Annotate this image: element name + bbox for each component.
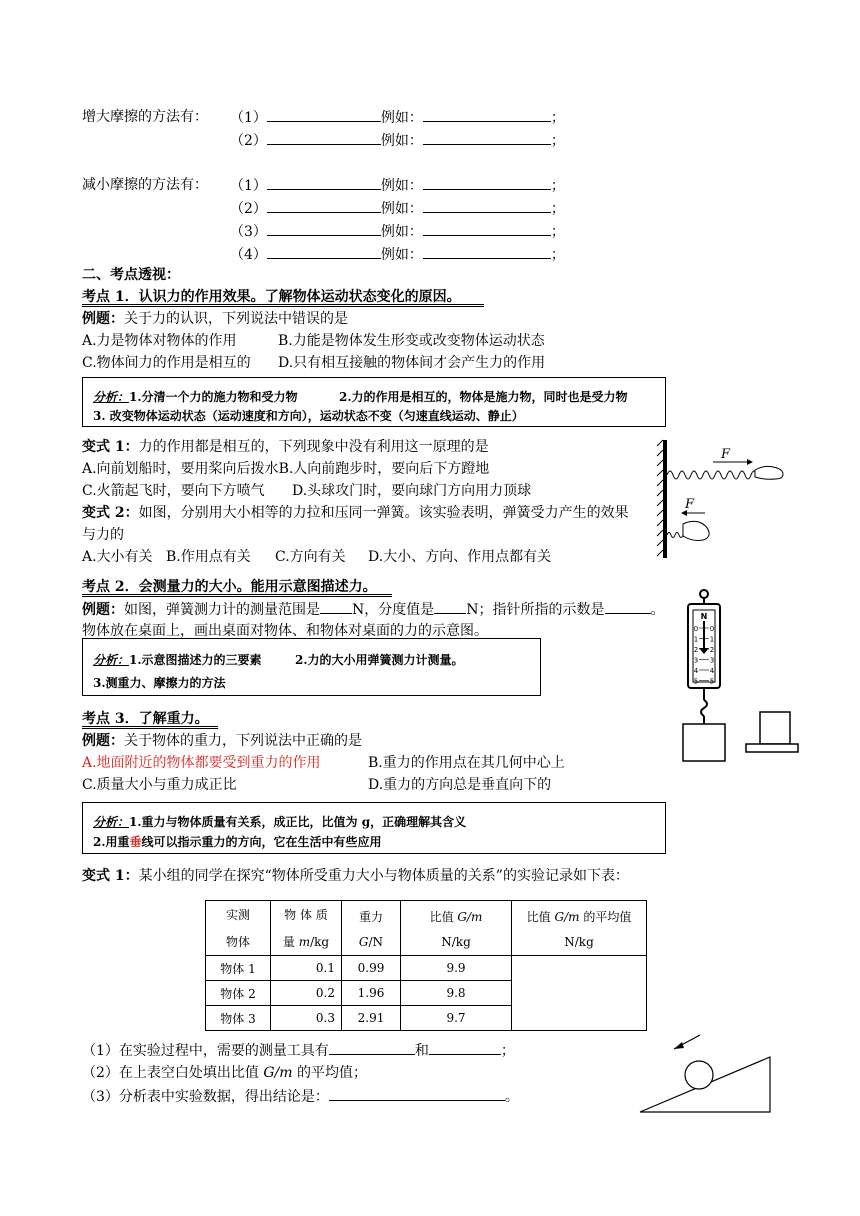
scale-number-left: 4 bbox=[693, 667, 699, 675]
hanging-block bbox=[683, 724, 725, 761]
answer-blank[interactable] bbox=[423, 221, 551, 236]
table-header-ratio: 比值 G/m N/kg bbox=[401, 901, 512, 956]
decrease-friction-row-2: （2） 例如： ； bbox=[230, 198, 565, 219]
k2-analysis-box: 分析：1.示意图描述力的三要素 2.力的大小用弹簧测力计测量。 3.测重力、摩擦力的方法 bbox=[82, 638, 541, 696]
k3-option-c: C.质量大小与重力成正比 bbox=[82, 777, 237, 793]
increase-friction-label: 增大摩擦的方法有： bbox=[82, 109, 208, 125]
answer-blank[interactable] bbox=[329, 1086, 505, 1101]
k1-v1-option-d: D.头球攻门时，要向球门方向用力顶球 bbox=[292, 483, 532, 499]
answer-blank[interactable] bbox=[605, 599, 651, 614]
k1-title: 考点 1．认识力的作用效果。了解物体运动状态变化的原因。 bbox=[82, 289, 461, 305]
k3-option-d: D.重力的方向总是垂直向下的 bbox=[368, 777, 552, 793]
block-on-table-figure bbox=[744, 710, 800, 756]
incline-ball-figure bbox=[638, 1025, 780, 1115]
answer-blank[interactable] bbox=[423, 107, 551, 122]
k3-variant-1: 变式 1：某小组的同学在探究“物体所受重力大小与物体质量的关系”的实验记录如下表： bbox=[82, 868, 629, 884]
answer-blank[interactable] bbox=[423, 175, 551, 190]
answer-blank[interactable] bbox=[434, 599, 466, 614]
average-answer-cell[interactable] bbox=[512, 956, 647, 1031]
answer-blank[interactable] bbox=[320, 599, 352, 614]
k1-option-a: A.力是物体对物体的作用 bbox=[82, 333, 237, 349]
scale-number-right: 5 bbox=[709, 677, 715, 686]
decrease-friction-row-4: （4） 例如： ； bbox=[230, 244, 565, 265]
table-header-object: 实测 物体 bbox=[206, 901, 271, 956]
spring-scale-figure bbox=[680, 588, 732, 763]
k3-title: 考点 3．了解重力。 bbox=[82, 711, 209, 727]
scale-number-left: 3 bbox=[693, 656, 699, 665]
answer-blank[interactable] bbox=[267, 130, 381, 145]
decrease-friction-row-1: （1） 例如： ； bbox=[230, 175, 565, 196]
answer-blank[interactable] bbox=[423, 130, 551, 145]
scale-unit: N bbox=[700, 612, 708, 621]
answer-blank[interactable] bbox=[329, 1040, 415, 1055]
answer-blank[interactable] bbox=[423, 244, 551, 259]
k1-variant-1: 变式 1：力的作用都是相互的，下列现象中没有利用这一原理的是 bbox=[82, 439, 489, 455]
k3-option-b: B.重力的作用点在其几何中心上 bbox=[368, 755, 565, 771]
k3-title-underline bbox=[82, 726, 218, 729]
k2-title: 考点 2．会测量力的大小。能用示意图描述力。 bbox=[82, 579, 377, 595]
scale-number-right: 0 bbox=[709, 625, 715, 633]
answer-blank[interactable] bbox=[267, 175, 381, 190]
k1-example: 例题：关于力的认识，下列说法中错误的是 bbox=[82, 311, 348, 327]
table-header-average: 比值 G/m 的平均值 N/kg bbox=[512, 901, 647, 956]
k1-option-b: B.力能是物体发生形变或改变物体运动状态 bbox=[278, 333, 545, 349]
k1-v2-option-a: A.大小有关 bbox=[82, 549, 153, 565]
answer-blank[interactable] bbox=[423, 198, 551, 213]
force-label-2: F bbox=[685, 497, 695, 512]
k3-example: 例题：关于物体的重力，下列说法中正确的是 bbox=[82, 733, 362, 749]
k3-analysis-box: 分析：1.重力与物体质量有关系，成正比，比值为 g，正确理解其含义 2.用重垂线可以指示重力的方向，它在生活中有些应用 bbox=[82, 802, 666, 854]
k2-example-line2: 物体放在桌面上，画出桌面对物体、和物体对桌面的力的示意图。 bbox=[82, 623, 488, 639]
decrease-friction-label: 减小摩擦的方法有： bbox=[82, 177, 208, 193]
section-title: 二、考点透视： bbox=[82, 267, 180, 283]
k3-question-1: （1）在实验过程中，需要的测量工具有 和 ； bbox=[82, 1040, 515, 1061]
k1-variant-2: 变式 2：如图，分别用大小相等的力拉和压同一弹簧。该实验表明，弹簧受力产生的效果 bbox=[82, 505, 629, 521]
scale-number-left: 0 bbox=[693, 625, 699, 633]
k3-question-2: （2）在上表空白处填出比值 G/m 的平均值； bbox=[82, 1065, 367, 1081]
table-row: 物体 2 0.2 1.96 9.8 bbox=[206, 981, 647, 1006]
answer-blank[interactable] bbox=[267, 107, 381, 122]
increase-friction-row-2: （2） 例如： ； bbox=[230, 130, 565, 151]
increase-friction-row-1: （1） 例如： ； bbox=[230, 107, 565, 128]
k1-option-c: C.物体间力的作用是相互的 bbox=[82, 355, 251, 371]
k1-v2-option-c: C.方向有关 bbox=[275, 549, 346, 565]
k3-option-a: A.地面附近的物体都要受到重力的作用 bbox=[82, 755, 321, 771]
answer-blank[interactable] bbox=[429, 1040, 501, 1055]
table-header-mass: 物 体 质 量 m/kg bbox=[271, 901, 342, 956]
gravity-mass-table bbox=[205, 900, 647, 1031]
k3-question-3: （3）分析表中实验数据，得出结论是： 。 bbox=[82, 1086, 519, 1107]
scale-number-left: 5 bbox=[693, 677, 699, 686]
table-header-gravity: 重力 G/N bbox=[342, 901, 401, 956]
spring-figure bbox=[655, 438, 790, 560]
answer-blank[interactable] bbox=[267, 221, 381, 236]
k1-analysis-box: 分析：1.分清一个力的施力物和受力物 2.力的作用是相互的，物体是施力物，同时也是受力物 3. 改变物体运动状态（运动速度和方向），运动状态不变（匀速直线运动、静止） bbox=[82, 377, 666, 427]
force-label-1: F bbox=[721, 447, 731, 462]
answer-blank[interactable] bbox=[267, 244, 381, 259]
k1-title-underline bbox=[82, 304, 484, 307]
k2-title-underline bbox=[82, 594, 392, 597]
decrease-friction-row-3: （3） 例如： ； bbox=[230, 221, 565, 242]
scale-number-right: 1 bbox=[709, 635, 715, 644]
scale-number-left: 1 bbox=[693, 635, 699, 644]
scale-number-left: 2 bbox=[693, 646, 699, 654]
answer-blank[interactable] bbox=[267, 198, 381, 213]
scale-number-right: 2 bbox=[709, 646, 715, 654]
k1-v2-option-d: D.大小、方向、作用点都有关 bbox=[368, 549, 552, 565]
k1-option-d: D.只有相互接触的物体间才会产生力的作用 bbox=[278, 355, 546, 371]
scale-number-right: 4 bbox=[709, 667, 715, 675]
k1-v1-option-c: C.火箭起飞时，要向下方喷气 bbox=[82, 483, 265, 499]
k1-v2-option-b: B.作用点有关 bbox=[166, 549, 251, 565]
k1-v1-options-ab: A.向前划船时，要用桨向后拨水B.人向前跑步时，要向后下方蹬地 bbox=[82, 461, 490, 477]
k2-example: 例题：如图，弹簧测力计的测量范围是 N，分度值是 N；指针所指的示数是 。 bbox=[82, 599, 665, 620]
k1-v2-line2: 与力的 bbox=[82, 527, 124, 543]
table-row: 物体 1 0.1 0.99 9.9 bbox=[206, 956, 647, 981]
table-row: 物体 3 0.3 2.91 9.7 bbox=[206, 1006, 647, 1031]
scale-number-right: 3 bbox=[709, 656, 715, 665]
